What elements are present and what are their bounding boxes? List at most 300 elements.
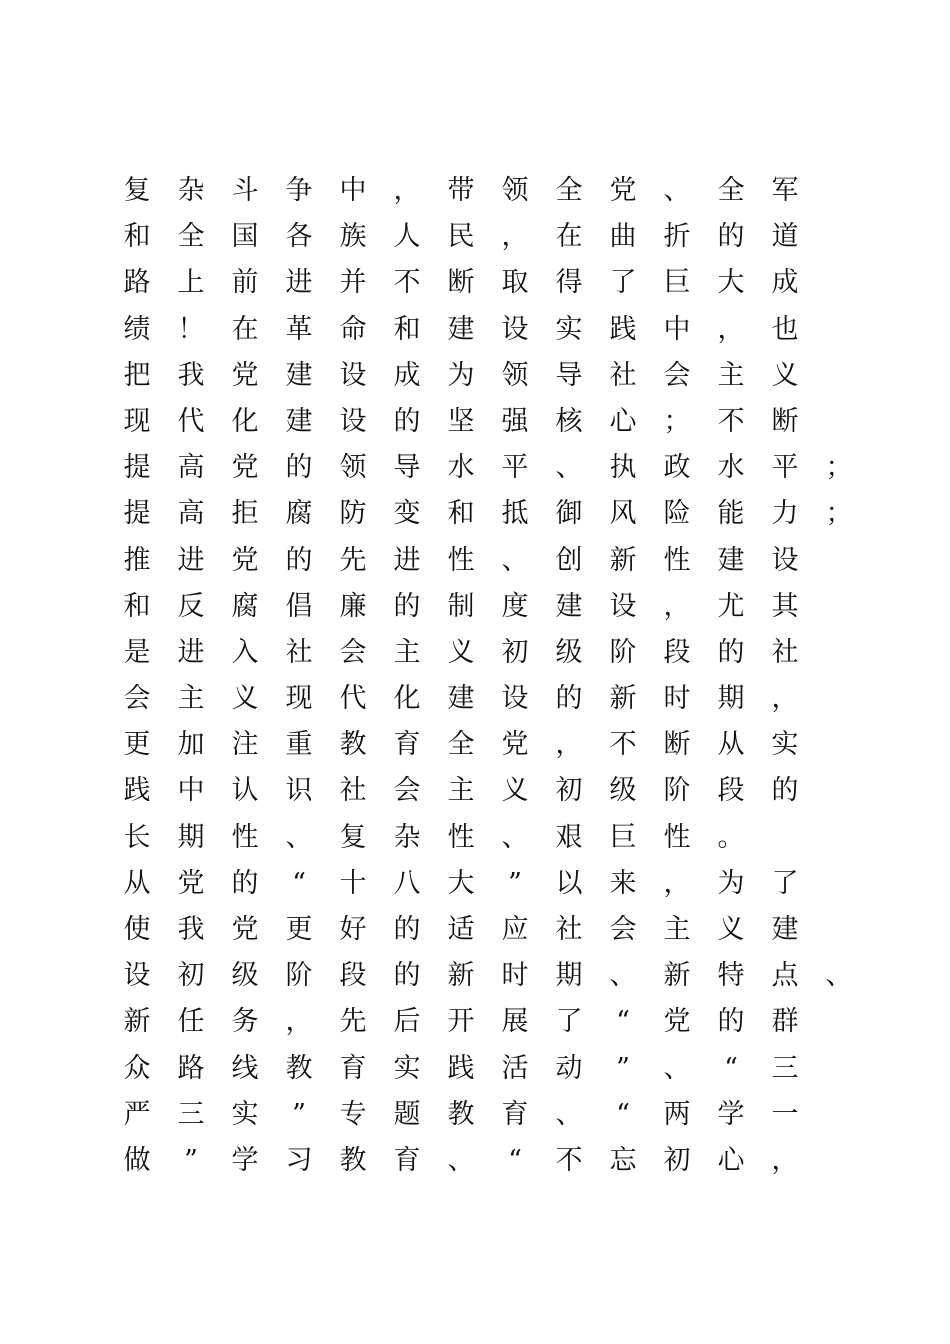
text-glyph: 使: [123, 914, 151, 945]
text-line: [120, 214, 880, 260]
text-glyph: 了: [609, 267, 637, 299]
text-glyph: 度: [501, 590, 529, 622]
text-glyph: 不: [609, 729, 637, 761]
text-glyph: 适: [447, 914, 475, 945]
text-glyph: 推: [123, 544, 151, 576]
text-glyph: 绩: [123, 313, 151, 345]
text-glyph: 进: [285, 267, 313, 299]
text-glyph: 民: [447, 221, 475, 253]
text-glyph: 、: [285, 821, 313, 853]
text-glyph: 道: [771, 221, 799, 253]
text-glyph: 心: [717, 1144, 745, 1176]
text-glyph: 、: [663, 1052, 691, 1084]
text-glyph: 义: [447, 636, 475, 668]
text-glyph: 的: [285, 452, 313, 484]
text-glyph: 性: [447, 544, 475, 576]
text-glyph: 风: [609, 498, 637, 530]
text-glyph: 高: [177, 498, 205, 530]
text-glyph: 进: [177, 636, 205, 668]
text-glyph: 义: [717, 914, 745, 945]
text-glyph: 中: [663, 313, 691, 345]
text-glyph: 断: [447, 267, 475, 299]
text-glyph: 段: [717, 775, 745, 807]
text-glyph: 也: [771, 313, 799, 345]
text-glyph: 新: [447, 960, 475, 992]
text-glyph: ！: [177, 313, 205, 345]
text-glyph: 义: [501, 775, 529, 807]
text-glyph: 期: [555, 960, 583, 992]
text-glyph: 先: [339, 544, 367, 576]
text-glyph: 腐: [285, 498, 313, 530]
text-glyph: 义: [231, 683, 259, 715]
text-glyph: 和: [447, 498, 475, 530]
text-glyph: 初: [501, 636, 529, 668]
text-glyph: 性: [231, 821, 259, 853]
text-glyph: 学: [231, 1144, 259, 1176]
text-glyph: ”: [292, 1098, 306, 1130]
text-glyph: 革: [285, 313, 313, 345]
text-glyph: 在: [231, 313, 259, 345]
text-glyph: 断: [663, 729, 691, 761]
text-glyph: 把: [123, 359, 151, 391]
text-glyph: 的: [555, 683, 583, 715]
text-glyph: 严: [123, 1098, 151, 1130]
text-glyph: ，: [393, 175, 421, 206]
text-line: [120, 676, 880, 722]
text-glyph: 两: [663, 1098, 691, 1130]
text-glyph: 设: [339, 359, 367, 391]
text-glyph: 育: [339, 1052, 367, 1084]
text-glyph: 新: [609, 683, 637, 715]
text-glyph: 务: [231, 1006, 259, 1038]
text-glyph: 践: [609, 313, 637, 345]
text-glyph: 建: [285, 359, 313, 391]
text-glyph: 、: [555, 452, 583, 484]
text-glyph: 党: [231, 359, 259, 391]
text-glyph: 会: [663, 359, 691, 391]
text-glyph: 、: [501, 821, 529, 853]
text-glyph: 设: [771, 544, 799, 576]
text-line: [120, 1138, 880, 1184]
text-glyph: 教: [339, 729, 367, 761]
text-glyph: 的: [285, 544, 313, 576]
text-glyph: 教: [285, 1052, 313, 1084]
text-glyph: 重: [285, 729, 313, 761]
text-glyph: 不: [555, 1144, 583, 1176]
text-glyph: “: [616, 1006, 630, 1038]
text-glyph: ”: [616, 1052, 630, 1084]
text-glyph: 争: [285, 175, 313, 206]
text-glyph: ，: [501, 221, 529, 253]
text-glyph: 化: [393, 683, 421, 715]
text-glyph: 主: [717, 359, 745, 391]
text-glyph: 创: [555, 544, 583, 576]
text-glyph: 前: [231, 267, 259, 299]
text-glyph: ，: [771, 683, 799, 715]
text-line: [120, 584, 880, 630]
text-line: [120, 399, 880, 445]
text-glyph: ”: [508, 867, 522, 899]
text-glyph: 时: [663, 683, 691, 715]
text-glyph: 建: [771, 914, 799, 945]
text-glyph: 现: [285, 683, 313, 715]
text-glyph: 我: [177, 359, 205, 391]
text-glyph: 高: [177, 452, 205, 484]
text-line: [120, 538, 880, 584]
text-line: [120, 1046, 880, 1092]
text-glyph: 三: [771, 1052, 799, 1084]
text-glyph: 心: [609, 405, 637, 437]
text-glyph: 中: [339, 175, 367, 206]
text-glyph: 拒: [231, 498, 259, 530]
text-glyph: 、: [825, 960, 853, 992]
text-glyph: 路: [177, 1052, 205, 1084]
text-glyph: 政: [663, 452, 691, 484]
text-glyph: 会: [393, 775, 421, 807]
text-glyph: 平: [501, 452, 529, 484]
text-glyph: 全: [717, 175, 745, 206]
text-glyph: 水: [447, 452, 475, 484]
text-glyph: 社: [609, 359, 637, 391]
text-glyph: ，: [717, 313, 745, 345]
text-glyph: 初: [177, 960, 205, 992]
text-glyph: 制: [447, 590, 475, 622]
text-line: [120, 445, 880, 491]
text-glyph: 复: [339, 821, 367, 853]
text-glyph: 力: [771, 498, 799, 530]
text-line: [120, 861, 880, 907]
text-glyph: ，: [771, 1144, 799, 1176]
text-glyph: 抵: [501, 498, 529, 530]
text-glyph: 不: [717, 405, 745, 437]
text-glyph: 党: [501, 729, 529, 761]
text-glyph: 代: [339, 683, 367, 715]
text-glyph: 在: [555, 221, 583, 253]
text-glyph: 义: [771, 359, 799, 391]
text-glyph: 各: [285, 221, 313, 253]
text-glyph: 任: [177, 1006, 205, 1038]
text-glyph: 三: [177, 1098, 205, 1130]
text-glyph: 成: [393, 359, 421, 391]
text-glyph: 社: [555, 914, 583, 945]
text-glyph: 注: [231, 729, 259, 761]
text-glyph: 主: [177, 683, 205, 715]
text-glyph: 级: [231, 960, 259, 992]
text-glyph: 现: [123, 405, 151, 437]
text-glyph: 复: [123, 175, 151, 206]
text-glyph: 了: [771, 867, 799, 899]
text-glyph: 是: [123, 636, 151, 668]
text-glyph: 设: [501, 313, 529, 345]
text-glyph: 教: [339, 1144, 367, 1176]
text-glyph: 育: [393, 729, 421, 761]
text-glyph: 设: [339, 405, 367, 437]
text-glyph: 长: [123, 821, 151, 853]
text-glyph: 和: [393, 313, 421, 345]
text-glyph: 题: [393, 1098, 421, 1130]
text-line: [120, 307, 880, 353]
text-glyph: 众: [123, 1052, 151, 1084]
text-glyph: 的: [717, 1006, 745, 1038]
text-glyph: 实: [555, 313, 583, 345]
text-glyph: 核: [555, 405, 583, 437]
text-glyph: 、: [609, 960, 637, 992]
text-glyph: 性: [663, 821, 691, 853]
text-glyph: 和: [123, 590, 151, 622]
text-glyph: 时: [501, 960, 529, 992]
text-glyph: 能: [717, 498, 745, 530]
text-glyph: 践: [123, 775, 151, 807]
text-glyph: 更: [123, 729, 151, 761]
text-glyph: ；: [663, 405, 691, 437]
text-line: [120, 168, 880, 214]
text-glyph: 段: [663, 636, 691, 668]
text-glyph: 了: [555, 1006, 583, 1038]
text-glyph: 实: [231, 1098, 259, 1130]
text-glyph: “: [508, 1144, 522, 1176]
text-glyph: 全: [447, 729, 475, 761]
text-glyph: 人: [393, 221, 421, 253]
text-glyph: 性: [447, 821, 475, 853]
text-glyph: 会: [609, 914, 637, 945]
text-glyph: 带: [447, 175, 475, 206]
text-glyph: 开: [447, 1006, 475, 1038]
text-glyph: 期: [717, 683, 745, 715]
text-glyph: 忘: [609, 1144, 637, 1176]
text-glyph: 曲: [609, 221, 637, 253]
text-glyph: 路: [123, 267, 151, 299]
text-line: [120, 630, 880, 676]
text-glyph: 提: [123, 452, 151, 484]
text-glyph: 化: [231, 405, 259, 437]
text-glyph: 进: [177, 544, 205, 576]
text-glyph: 会: [123, 683, 151, 715]
text-line: [120, 491, 880, 537]
text-glyph: 新: [123, 1006, 151, 1038]
text-glyph: 群: [771, 1006, 799, 1038]
text-glyph: 的: [717, 636, 745, 668]
text-line: [120, 953, 880, 999]
text-glyph: 全: [555, 175, 583, 206]
text-glyph: 建: [447, 683, 475, 715]
text-glyph: 大: [447, 867, 475, 899]
text-glyph: 巨: [609, 821, 637, 853]
text-glyph: 应: [501, 914, 529, 945]
text-glyph: 建: [447, 313, 475, 345]
text-glyph: 、: [663, 175, 691, 206]
text-glyph: 变: [393, 498, 421, 530]
text-glyph: 进: [393, 544, 421, 576]
text-line: [120, 907, 880, 953]
text-glyph: 党: [231, 914, 259, 945]
text-glyph: 国: [231, 221, 259, 253]
text-glyph: 性: [663, 544, 691, 576]
text-glyph: 命: [339, 313, 367, 345]
text-glyph: 建: [285, 405, 313, 437]
text-glyph: 杂: [177, 175, 205, 206]
text-glyph: 领: [501, 359, 529, 391]
text-glyph: 特: [717, 960, 745, 992]
text-glyph: 的: [717, 221, 745, 253]
text-glyph: 尤: [717, 590, 745, 622]
text-glyph: 主: [663, 914, 691, 945]
text-glyph: 上: [177, 267, 205, 299]
text-glyph: 我: [177, 914, 205, 945]
text-glyph: 践: [447, 1052, 475, 1084]
text-glyph: 期: [177, 821, 205, 853]
text-glyph: 线: [231, 1052, 259, 1084]
text-glyph: 的: [393, 914, 421, 945]
text-glyph: 的: [393, 960, 421, 992]
text-glyph: 导: [555, 359, 583, 391]
text-glyph: 更: [285, 914, 313, 945]
text-glyph: 动: [555, 1052, 583, 1084]
text-glyph: 和: [123, 221, 151, 253]
text-glyph: 倡: [285, 590, 313, 622]
text-glyph: 从: [123, 867, 151, 899]
text-line: [120, 768, 880, 814]
text-glyph: 做: [123, 1144, 151, 1176]
text-glyph: 为: [447, 359, 475, 391]
text-glyph: 专: [339, 1098, 367, 1130]
text-glyph: 阶: [285, 960, 313, 992]
text-glyph: 折: [663, 221, 691, 253]
text-glyph: 巨: [663, 267, 691, 299]
text-glyph: 新: [609, 544, 637, 576]
text-glyph: ；: [825, 498, 853, 530]
text-glyph: ，: [555, 729, 583, 761]
text-glyph: 其: [771, 590, 799, 622]
text-glyph: 建: [555, 590, 583, 622]
text-glyph: 党: [609, 175, 637, 206]
text-glyph: 入: [231, 636, 259, 668]
text-glyph: 党: [663, 1006, 691, 1038]
text-glyph: 后: [393, 1006, 421, 1038]
text-glyph: “: [292, 867, 306, 899]
text-glyph: 平: [771, 452, 799, 484]
text-glyph: 全: [177, 221, 205, 253]
text-glyph: 为: [717, 867, 745, 899]
text-glyph: 党: [231, 544, 259, 576]
text-glyph: 育: [393, 1144, 421, 1176]
text-glyph: 、: [501, 544, 529, 576]
text-glyph: 斗: [231, 175, 259, 206]
text-glyph: 初: [663, 1144, 691, 1176]
text-glyph: 实: [393, 1052, 421, 1084]
text-glyph: 实: [771, 729, 799, 761]
text-glyph: 军: [771, 175, 799, 206]
text-glyph: 领: [501, 175, 529, 206]
text-glyph: 新: [663, 960, 691, 992]
text-glyph: 的: [393, 590, 421, 622]
text-glyph: 学: [717, 1098, 745, 1130]
text-glyph: “: [724, 1052, 738, 1084]
text-glyph: 先: [339, 1006, 367, 1038]
text-glyph: 级: [609, 775, 637, 807]
text-glyph: 十: [339, 867, 367, 899]
text-glyph: 强: [501, 405, 529, 437]
text-glyph: 的: [393, 405, 421, 437]
text-glyph: 设: [609, 590, 637, 622]
text-glyph: 并: [339, 267, 367, 299]
text-glyph: 好: [339, 914, 367, 945]
text-glyph: 不: [393, 267, 421, 299]
text-glyph: 社: [339, 775, 367, 807]
text-glyph: ”: [184, 1144, 198, 1176]
text-line: [120, 260, 880, 306]
text-glyph: 中: [177, 775, 205, 807]
text-glyph: 的: [771, 775, 799, 807]
text-glyph: 提: [123, 498, 151, 530]
text-glyph: 展: [501, 1006, 529, 1038]
text-glyph: 杂: [393, 821, 421, 853]
text-glyph: 御: [555, 498, 583, 530]
text-glyph: 大: [717, 267, 745, 299]
text-glyph: 育: [501, 1098, 529, 1130]
text-glyph: 导: [393, 452, 421, 484]
text-glyph: 加: [177, 729, 205, 761]
text-glyph: 的: [231, 867, 259, 899]
text-line: [120, 722, 880, 768]
text-glyph: 艰: [555, 821, 583, 853]
text-glyph: 从: [717, 729, 745, 761]
text-glyph: ，: [663, 867, 691, 899]
text-glyph: 执: [609, 452, 637, 484]
text-glyph: 成: [771, 267, 799, 299]
text-glyph: 一: [771, 1098, 799, 1130]
text-glyph: 级: [555, 636, 583, 668]
text-glyph: 段: [339, 960, 367, 992]
text-glyph: 水: [717, 452, 745, 484]
text-line: [120, 999, 880, 1045]
text-glyph: 活: [501, 1052, 529, 1084]
text-glyph: ；: [825, 452, 853, 484]
text-glyph: 认: [231, 775, 259, 807]
text-glyph: 社: [771, 636, 799, 668]
text-glyph: 八: [393, 867, 421, 899]
text-glyph: ，: [285, 1006, 313, 1038]
text-glyph: 取: [501, 267, 529, 299]
text-glyph: 、: [555, 1098, 583, 1130]
text-glyph: 来: [609, 867, 637, 899]
body-text: [120, 168, 880, 1184]
text-glyph: 得: [555, 267, 583, 299]
text-glyph: 主: [393, 636, 421, 668]
text-glyph: 代: [177, 405, 205, 437]
text-glyph: 以: [555, 867, 583, 899]
text-glyph: ，: [663, 590, 691, 622]
text-glyph: 反: [177, 590, 205, 622]
text-glyph: 习: [285, 1144, 313, 1176]
text-glyph: 主: [447, 775, 475, 807]
text-glyph: 会: [339, 636, 367, 668]
text-glyph: 领: [339, 452, 367, 484]
text-glyph: 初: [555, 775, 583, 807]
text-glyph: 。: [717, 821, 745, 853]
text-glyph: 点: [771, 960, 799, 992]
text-glyph: 设: [501, 683, 529, 715]
text-glyph: 建: [717, 544, 745, 576]
text-glyph: 族: [339, 221, 367, 253]
text-glyph: 教: [447, 1098, 475, 1130]
text-glyph: 险: [663, 498, 691, 530]
text-line: [120, 815, 880, 861]
text-glyph: 、: [447, 1144, 475, 1176]
text-glyph: 坚: [447, 405, 475, 437]
text-glyph: 设: [123, 960, 151, 992]
text-glyph: 阶: [609, 636, 637, 668]
text-glyph: 断: [771, 405, 799, 437]
